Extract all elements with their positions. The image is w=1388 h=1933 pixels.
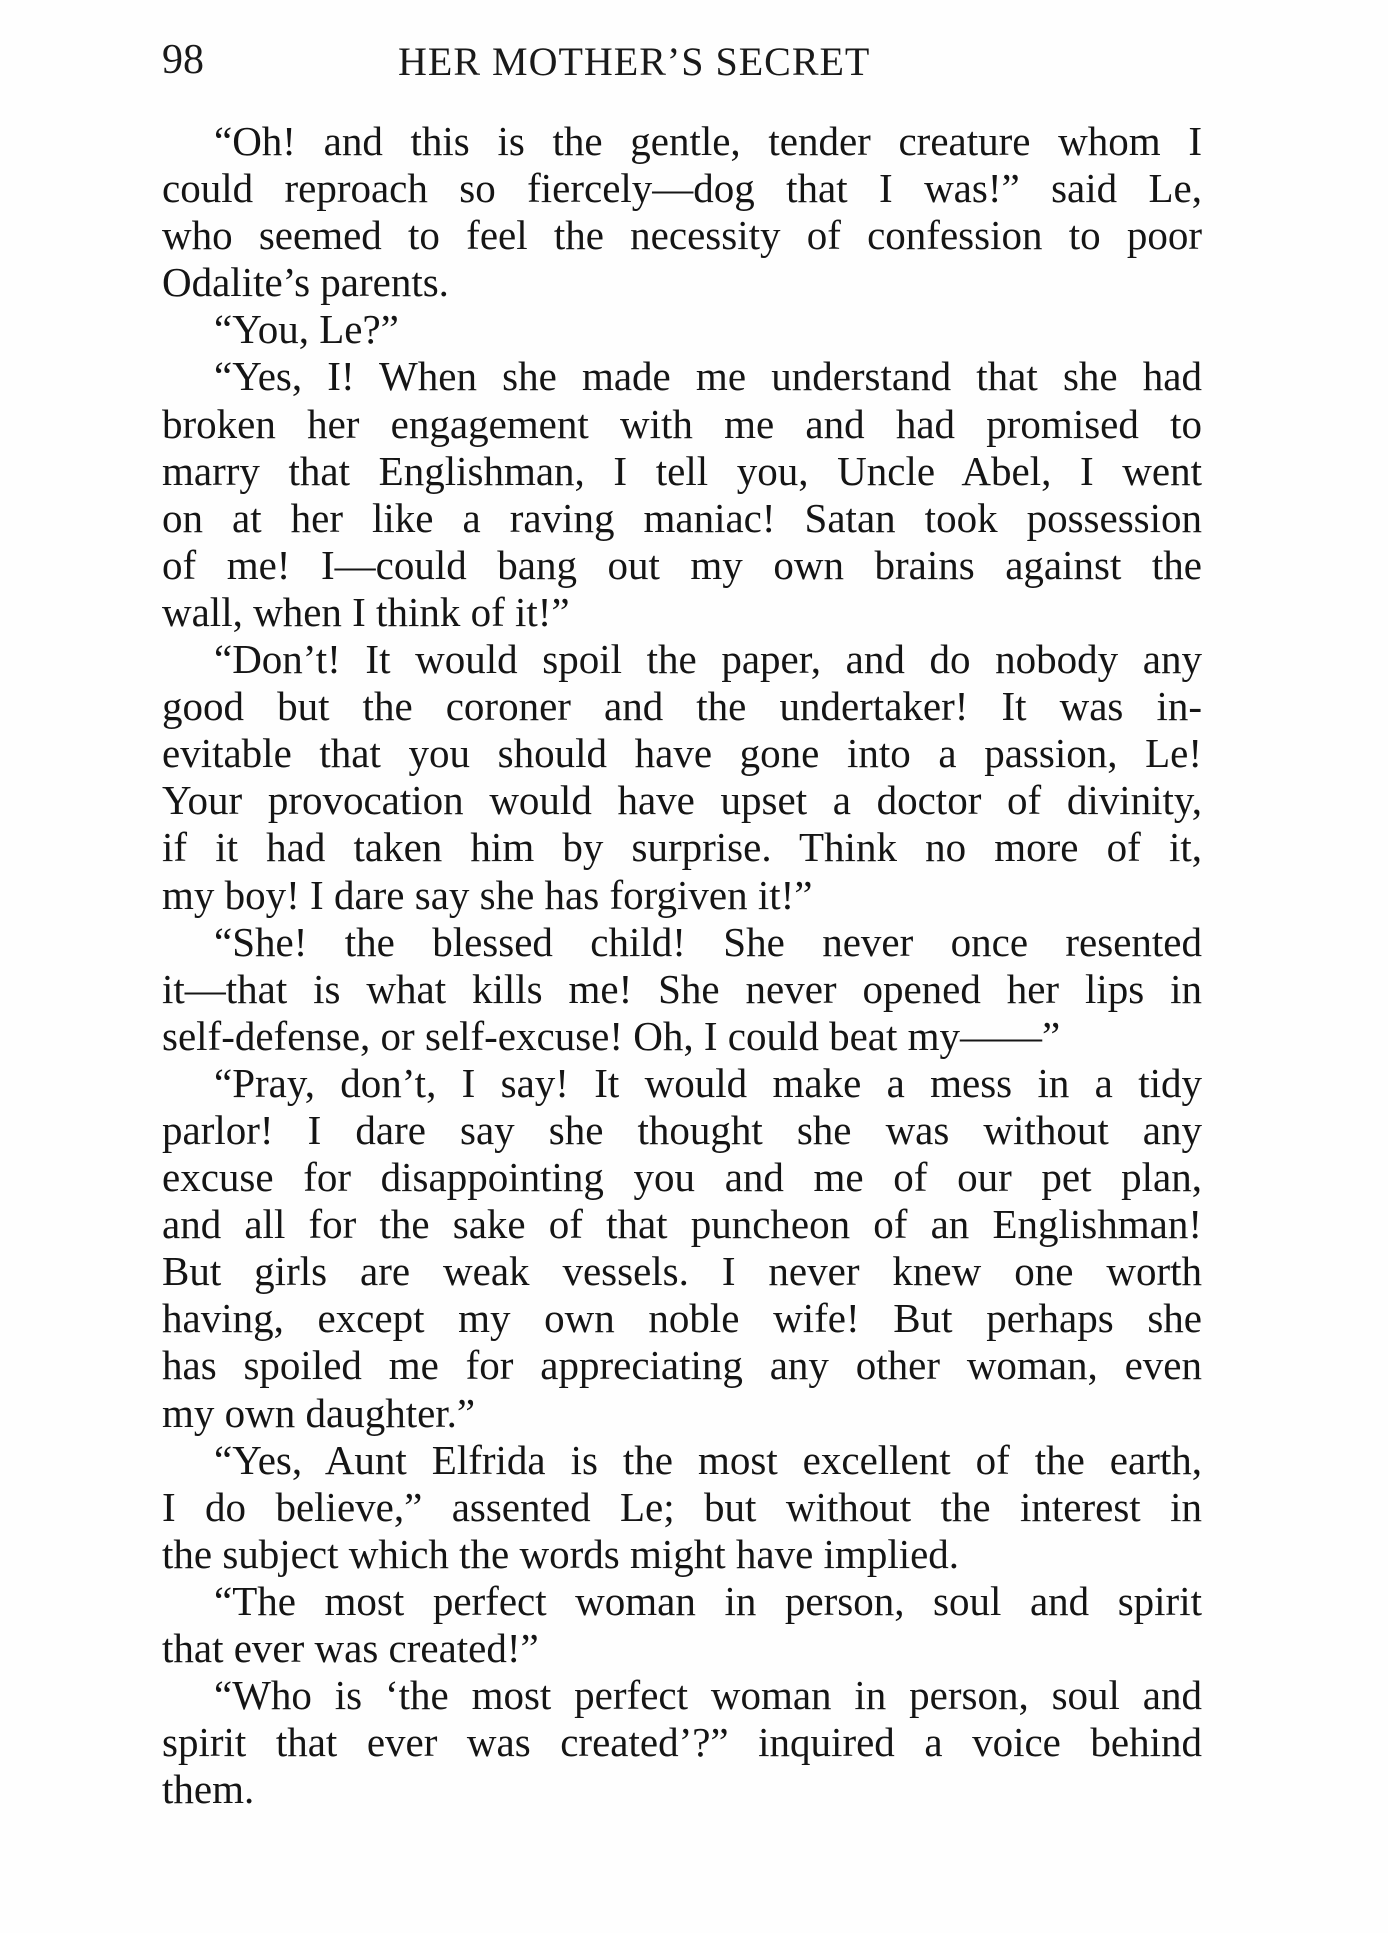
text-line: that ever was created!” xyxy=(162,1625,539,1671)
running-title: HER MOTHER’S SECRET xyxy=(398,39,871,84)
text-line: Your provocation would have upset a doctor of divinity, xyxy=(162,777,1202,824)
text-line: if it had taken him by surprise. Think no more of it, xyxy=(162,824,1202,871)
page-number: 98 xyxy=(162,37,204,83)
text-line: But girls are weak vessels. I never knew one worth xyxy=(162,1248,1202,1295)
text-line: the subject which the words might have implied. xyxy=(162,1530,960,1577)
text-line: of me! I—could bang out my own brains against the xyxy=(162,541,1202,588)
text-line: “The most perfect woman in person, soul and spirit xyxy=(214,1577,1202,1624)
text-line: excuse for disappointing you and me of our pet plan, xyxy=(162,1154,1202,1201)
text-line: evitable that you should have gone into a passion, Le! xyxy=(162,730,1202,777)
text-line: having, except my own noble wife! But perhaps she xyxy=(162,1295,1202,1342)
text-line: “Don’t! It would spoil the paper, and do nobody any xyxy=(214,636,1202,683)
text-line: wall, when I think of it!” xyxy=(162,588,570,635)
text-line: broken her engagement with me and had promised to xyxy=(162,400,1202,447)
text-line: on at her like a raving maniac! Satan took possession xyxy=(162,494,1202,541)
text-line: my boy! I dare say she has forgiven it!” xyxy=(162,871,813,918)
text-line: them. xyxy=(162,1766,255,1813)
text-line: “Who is ‘the most perfect woman in person, soul and xyxy=(214,1672,1202,1719)
text-line: who seemed to feel the necessity of confession to poor xyxy=(162,212,1202,259)
page-header xyxy=(162,32,1202,102)
text-line: marry that Englishman, I tell you, Uncle Abel, I went xyxy=(162,447,1202,494)
text-line: “Yes, Aunt Elfrida is the most excellent of the earth, xyxy=(214,1436,1202,1483)
text-line: could reproach so fiercely—dog that I was!” said Le, xyxy=(162,165,1202,212)
text-line: good but the coroner and the undertaker! It was in- xyxy=(162,683,1202,730)
text-line: “You, Le?” xyxy=(214,306,399,353)
text-line: Odalite’s parents. xyxy=(162,259,449,306)
text-line: “Yes, I! When she made me understand that she had xyxy=(214,353,1202,400)
body-text xyxy=(162,118,1202,1813)
text-line: “Pray, don’t, I say! It would make a mess in a tidy xyxy=(214,1059,1202,1106)
text-line: it—that is what kills me! She never opened her lips in xyxy=(162,965,1202,1012)
text-line: spirit that ever was created’?” inquired a voice behind xyxy=(162,1719,1202,1766)
text-line: “She! the blessed child! She never once resented xyxy=(214,918,1202,965)
text-line: and all for the sake of that puncheon of an Englishman! xyxy=(162,1201,1202,1248)
text-line: I do believe,” assented Le; but without the interest in xyxy=(162,1483,1202,1530)
text-line: parlor! I dare say she thought she was without any xyxy=(162,1106,1202,1153)
text-line: “Oh! and this is the gentle, tender creature whom I xyxy=(214,118,1202,164)
text-line: has spoiled me for appreciating any other woman, even xyxy=(162,1342,1202,1389)
text-line: my own daughter.” xyxy=(162,1389,476,1436)
text-line: self-defense, or self-excuse! Oh, I could beat my——” xyxy=(162,1012,1061,1059)
